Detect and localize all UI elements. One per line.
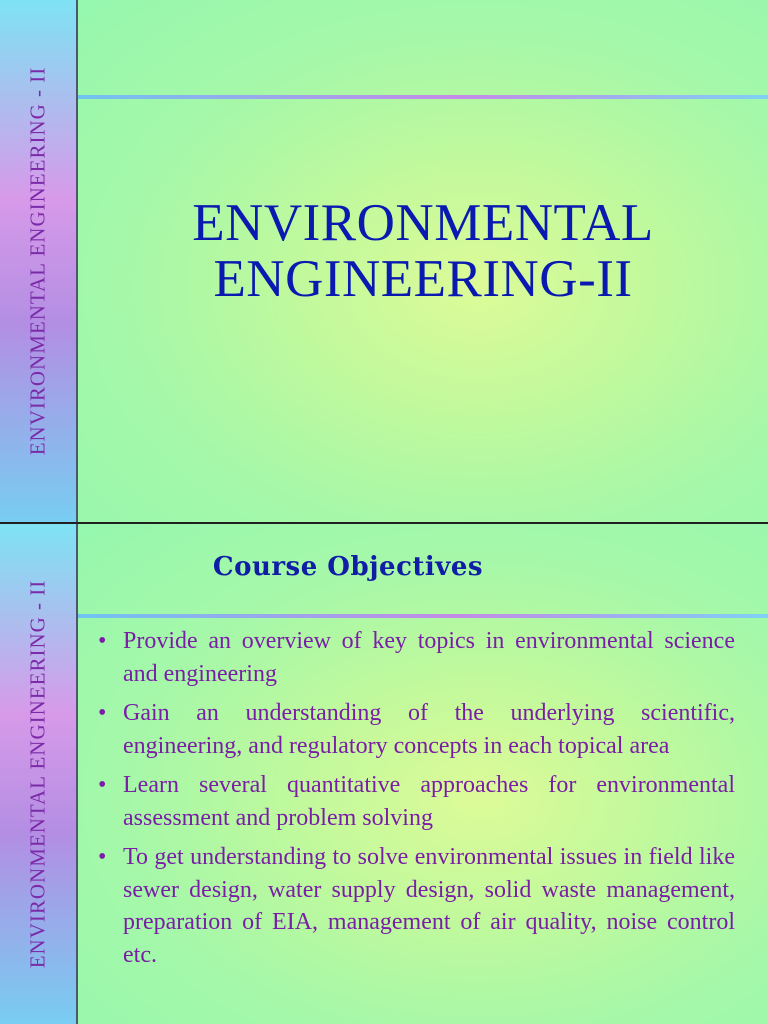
title-line-2: ENGINEERING-II <box>213 250 633 308</box>
header-rule <box>78 95 768 99</box>
section-heading: Course Objectives <box>212 552 484 582</box>
bullet-icon: • <box>98 628 107 654</box>
heading-rule <box>78 614 768 618</box>
list-item <box>94 841 735 971</box>
objectives-slide <box>0 524 768 1024</box>
slide-title <box>78 195 768 307</box>
bullet-icon: • <box>98 844 107 870</box>
objectives-list <box>94 625 735 978</box>
objective-text: To get understanding to solve environmental issues in field like sewer design, water supply design, solid waste management, preparation of EIA, management of air quality, noise control etc. <box>123 844 735 968</box>
side-label: ENVIRONMENTAL ENGINEERING - II <box>25 66 50 456</box>
side-label: ENVIRONMENTAL ENGINEERING - II <box>25 579 50 969</box>
objective-text: Provide an overview of key topics in environmental science and engineering <box>123 628 735 687</box>
objective-text: Learn several quantitative approaches for environmental assessment and problem solving <box>123 772 735 831</box>
objective-text: Gain an understanding of the underlying scientific, engineering, and regulatory concepts in each topical area <box>123 700 735 759</box>
list-item <box>94 769 735 834</box>
list-item <box>94 697 735 762</box>
title-line-1: ENVIRONMENTAL <box>192 194 654 252</box>
list-item <box>94 625 735 690</box>
side-bar <box>0 0 76 522</box>
bullet-icon: • <box>98 772 107 798</box>
bullet-icon: • <box>98 700 107 726</box>
side-bar <box>0 524 76 1024</box>
